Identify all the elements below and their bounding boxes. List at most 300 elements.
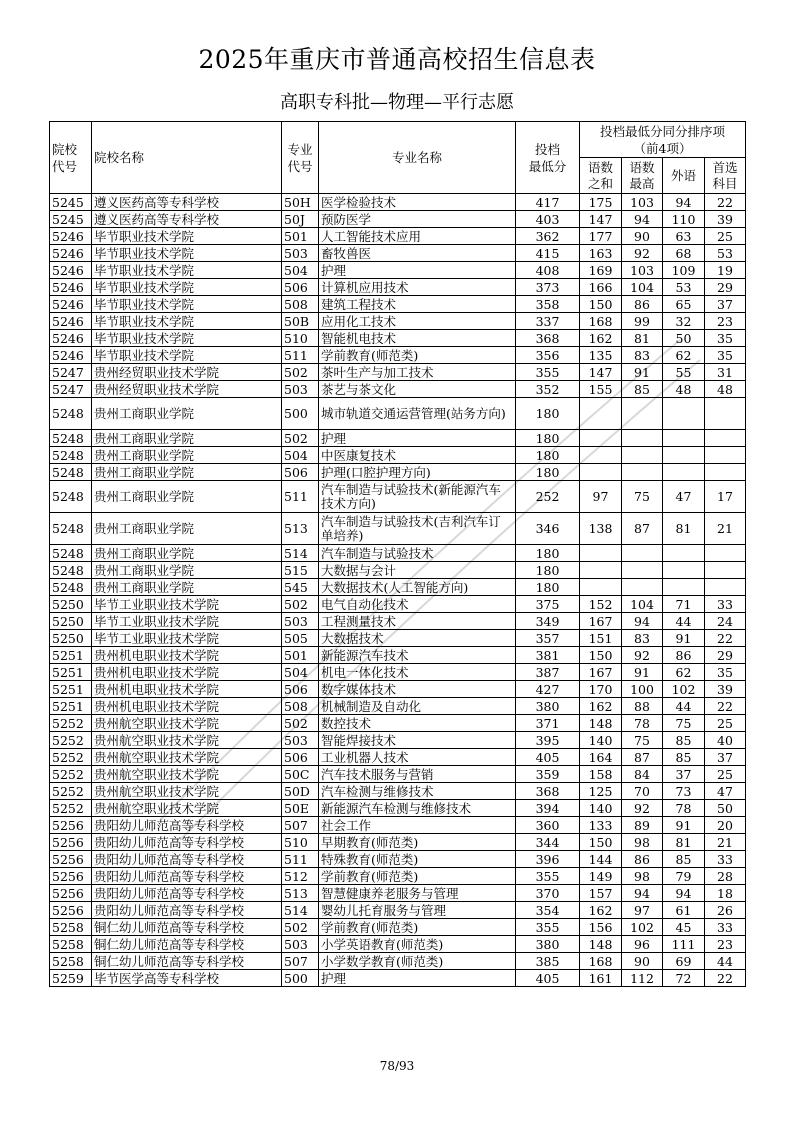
tb3-cell: [663, 447, 705, 464]
tb2-cell: 91: [622, 364, 663, 381]
tb1-cell: 155: [580, 381, 622, 398]
tb4-cell: 39: [705, 211, 746, 228]
tb1-cell: 169: [580, 262, 622, 279]
college-name-cell: 贵阳幼儿师范高等专科学校: [92, 868, 282, 885]
tb3-cell: 94: [663, 885, 705, 902]
tb2-cell: [622, 447, 663, 464]
major-code-cell: 50D: [282, 783, 319, 800]
major-code-cell: 503: [282, 245, 319, 262]
college-code-cell: 5250: [50, 630, 92, 647]
tb1-cell: 140: [580, 732, 622, 749]
major-code-cell: 506: [282, 464, 319, 481]
min-score-cell: 346: [516, 513, 580, 545]
tb4-cell: 21: [705, 513, 746, 545]
min-score-cell: 180: [516, 464, 580, 481]
table-row: [50, 481, 746, 513]
tb3-cell: 65: [663, 296, 705, 313]
tb4-cell: [705, 562, 746, 579]
major-code-cell: 506: [282, 279, 319, 296]
tb4-cell: 35: [705, 347, 746, 364]
tb3-cell: [663, 430, 705, 447]
tb3-cell: 91: [663, 817, 705, 834]
table-row: [50, 817, 746, 834]
major-code-cell: 501: [282, 647, 319, 664]
tb3-cell: 32: [663, 313, 705, 330]
major-code-cell: 504: [282, 262, 319, 279]
tb2-cell: 92: [622, 800, 663, 817]
major-code-cell: 503: [282, 936, 319, 953]
min-score-cell: 180: [516, 430, 580, 447]
tb4-cell: 47: [705, 783, 746, 800]
table-row: [50, 749, 746, 766]
college-name-cell: 毕节职业技术学院: [92, 347, 282, 364]
major-name-cell: 机械制造及自动化: [319, 698, 516, 715]
major-code-cell: 50H: [282, 194, 319, 211]
major-name-cell: 大数据技术: [319, 630, 516, 647]
tb3-cell: 86: [663, 647, 705, 664]
header-college-code: 院校 代号: [50, 122, 92, 194]
tb1-cell: [580, 464, 622, 481]
major-name-cell: 预防医学: [319, 211, 516, 228]
tb1-cell: 147: [580, 211, 622, 228]
major-name-cell: 茶艺与茶文化: [319, 381, 516, 398]
major-code-cell: 513: [282, 513, 319, 545]
table-row: [50, 313, 746, 330]
tb4-cell: 40: [705, 732, 746, 749]
min-score-cell: 387: [516, 664, 580, 681]
major-name-cell: 数控技术: [319, 715, 516, 732]
table-row: [50, 381, 746, 398]
tb4-cell: 33: [705, 919, 746, 936]
tb2-cell: 78: [622, 715, 663, 732]
major-code-cell: 500: [282, 970, 319, 987]
tb2-cell: 94: [622, 885, 663, 902]
college-name-cell: 铜仁幼儿师范高等专科学校: [92, 919, 282, 936]
major-name-cell: 特殊教育(师范类): [319, 851, 516, 868]
tb3-cell: 45: [663, 919, 705, 936]
tb2-cell: 98: [622, 834, 663, 851]
tb2-cell: 75: [622, 732, 663, 749]
major-name-cell: 大数据技术(人工智能方向): [319, 579, 516, 596]
college-code-cell: 5245: [50, 194, 92, 211]
major-name-cell: 茶叶生产与加工技术: [319, 364, 516, 381]
table-row: [50, 228, 746, 245]
tb1-cell: [580, 579, 622, 596]
tb1-cell: 150: [580, 834, 622, 851]
major-name-cell: 人工智能技术应用: [319, 228, 516, 245]
tb3-cell: 69: [663, 953, 705, 970]
tb1-cell: 152: [580, 596, 622, 613]
college-code-cell: 5256: [50, 851, 92, 868]
college-name-cell: 贵州工商职业学院: [92, 513, 282, 545]
tb2-cell: 85: [622, 381, 663, 398]
college-code-cell: 5245: [50, 211, 92, 228]
major-code-cell: 500: [282, 398, 319, 430]
college-code-cell: 5248: [50, 513, 92, 545]
major-name-cell: 计算机应用技术: [319, 279, 516, 296]
tb4-cell: 37: [705, 296, 746, 313]
table-row: [50, 613, 746, 630]
min-score-cell: 385: [516, 953, 580, 970]
tb4-cell: 22: [705, 630, 746, 647]
tb3-cell: 37: [663, 766, 705, 783]
major-code-cell: 50E: [282, 800, 319, 817]
tb1-cell: 148: [580, 936, 622, 953]
page-subtitle: 高职专科批—物理—平行志愿: [280, 92, 514, 113]
tb1-cell: [580, 447, 622, 464]
major-name-cell: 建筑工程技术: [319, 296, 516, 313]
table-row: [50, 953, 746, 970]
table-row: [50, 970, 746, 987]
page-number: 78/93: [379, 1059, 415, 1073]
college-code-cell: 5246: [50, 347, 92, 364]
tb3-cell: 62: [663, 347, 705, 364]
tb4-cell: 37: [705, 749, 746, 766]
college-code-cell: 5246: [50, 296, 92, 313]
tb3-cell: [663, 464, 705, 481]
tb1-cell: 161: [580, 970, 622, 987]
min-score-cell: 357: [516, 630, 580, 647]
tb4-cell: 50: [705, 800, 746, 817]
table-row: [50, 766, 746, 783]
tb4-cell: 44: [705, 953, 746, 970]
college-code-cell: 5250: [50, 596, 92, 613]
tb3-cell: 55: [663, 364, 705, 381]
major-code-cell: 504: [282, 664, 319, 681]
header-college-name: 院校名称: [92, 122, 282, 194]
tb2-cell: 92: [622, 245, 663, 262]
tb4-cell: [705, 398, 746, 430]
college-name-cell: 贵州工商职业学院: [92, 481, 282, 513]
major-code-cell: 506: [282, 749, 319, 766]
tb1-cell: 167: [580, 613, 622, 630]
tb1-cell: 177: [580, 228, 622, 245]
college-name-cell: 毕节职业技术学院: [92, 228, 282, 245]
college-name-cell: 贵州航空职业技术学院: [92, 783, 282, 800]
major-code-cell: 513: [282, 885, 319, 902]
tb4-cell: 29: [705, 279, 746, 296]
min-score-cell: 371: [516, 715, 580, 732]
college-name-cell: 贵州机电职业技术学院: [92, 698, 282, 715]
tb3-cell: 110: [663, 211, 705, 228]
major-code-cell: 50B: [282, 313, 319, 330]
college-name-cell: 贵州机电职业技术学院: [92, 647, 282, 664]
tb2-cell: 94: [622, 613, 663, 630]
major-code-cell: 510: [282, 330, 319, 347]
table-row: [50, 630, 746, 647]
tb1-cell: 150: [580, 647, 622, 664]
college-code-cell: 5250: [50, 613, 92, 630]
major-name-cell: 大数据与会计: [319, 562, 516, 579]
major-code-cell: 515: [282, 562, 319, 579]
admission-table: [49, 121, 746, 987]
major-code-cell: 501: [282, 228, 319, 245]
min-score-cell: 355: [516, 364, 580, 381]
tb2-cell: 87: [622, 749, 663, 766]
table-row: [50, 596, 746, 613]
college-name-cell: 毕节工业职业技术学院: [92, 596, 282, 613]
table-row: [50, 430, 746, 447]
major-name-cell: 电气自动化技术: [319, 596, 516, 613]
tb1-cell: 148: [580, 715, 622, 732]
tb1-cell: 138: [580, 513, 622, 545]
major-code-cell: 50J: [282, 211, 319, 228]
tb3-cell: [663, 398, 705, 430]
college-name-cell: 毕节职业技术学院: [92, 245, 282, 262]
college-name-cell: 贵州工商职业学院: [92, 562, 282, 579]
tb2-cell: 87: [622, 513, 663, 545]
table-row: [50, 194, 746, 211]
tb4-cell: 25: [705, 766, 746, 783]
tb3-cell: 91: [663, 630, 705, 647]
tb1-cell: [580, 398, 622, 430]
table-row: [50, 681, 746, 698]
min-score-cell: 380: [516, 698, 580, 715]
college-code-cell: 5256: [50, 817, 92, 834]
min-score-cell: 252: [516, 481, 580, 513]
major-code-cell: 508: [282, 698, 319, 715]
major-name-cell: 汽车检测与维修技术: [319, 783, 516, 800]
major-code-cell: 502: [282, 715, 319, 732]
major-name-cell: 新能源汽车技术: [319, 647, 516, 664]
tb1-cell: [580, 545, 622, 562]
tb2-cell: [622, 545, 663, 562]
college-code-cell: 5251: [50, 647, 92, 664]
college-code-cell: 5256: [50, 834, 92, 851]
tb2-cell: 99: [622, 313, 663, 330]
tb2-cell: [622, 398, 663, 430]
college-code-cell: 5248: [50, 464, 92, 481]
table-row: [50, 447, 746, 464]
table-row: [50, 647, 746, 664]
college-name-cell: 贵阳幼儿师范高等专科学校: [92, 834, 282, 851]
tb2-cell: 94: [622, 211, 663, 228]
min-score-cell: 375: [516, 596, 580, 613]
tb4-cell: 53: [705, 245, 746, 262]
college-code-cell: 5248: [50, 398, 92, 430]
major-name-cell: 汽车制造与试验技术: [319, 545, 516, 562]
min-score-cell: 396: [516, 851, 580, 868]
tb4-cell: 35: [705, 664, 746, 681]
college-name-cell: 贵州工商职业学院: [92, 464, 282, 481]
header-major-name: 专业名称: [319, 122, 516, 194]
major-code-cell: 507: [282, 817, 319, 834]
min-score-cell: 368: [516, 783, 580, 800]
tb2-cell: 104: [622, 596, 663, 613]
major-name-cell: 智能机电技术: [319, 330, 516, 347]
major-code-cell: 502: [282, 919, 319, 936]
min-score-cell: 380: [516, 936, 580, 953]
tb4-cell: [705, 464, 746, 481]
min-score-cell: 394: [516, 800, 580, 817]
table-body: [50, 194, 746, 987]
tb4-cell: 19: [705, 262, 746, 279]
tb3-cell: [663, 579, 705, 596]
college-name-cell: 贵州机电职业技术学院: [92, 681, 282, 698]
tb3-cell: 79: [663, 868, 705, 885]
college-code-cell: 5252: [50, 749, 92, 766]
min-score-cell: 180: [516, 398, 580, 430]
college-code-cell: 5246: [50, 330, 92, 347]
college-name-cell: 毕节工业职业技术学院: [92, 630, 282, 647]
min-score-cell: 355: [516, 868, 580, 885]
college-code-cell: 5247: [50, 364, 92, 381]
table-row: [50, 936, 746, 953]
major-name-cell: 智慧健康养老服务与管理: [319, 885, 516, 902]
min-score-cell: 354: [516, 902, 580, 919]
tb2-cell: 104: [622, 279, 663, 296]
tb2-cell: 92: [622, 647, 663, 664]
header-tiebreak-group: 投档最低分同分排序项 （前4项）: [580, 122, 746, 158]
tb1-cell: 162: [580, 902, 622, 919]
tb1-cell: 158: [580, 766, 622, 783]
major-code-cell: 511: [282, 347, 319, 364]
table-row: [50, 347, 746, 364]
tb2-cell: [622, 430, 663, 447]
college-code-cell: 5248: [50, 545, 92, 562]
major-name-cell: 护理(口腔护理方向): [319, 464, 516, 481]
min-score-cell: 381: [516, 647, 580, 664]
tb3-cell: 73: [663, 783, 705, 800]
tb1-cell: 156: [580, 919, 622, 936]
major-code-cell: 512: [282, 868, 319, 885]
tb3-cell: [663, 545, 705, 562]
tb3-cell: 48: [663, 381, 705, 398]
tb3-cell: 102: [663, 681, 705, 698]
table-row: [50, 562, 746, 579]
college-name-cell: 毕节医学高等专科学校: [92, 970, 282, 987]
tb4-cell: [705, 447, 746, 464]
min-score-cell: 180: [516, 545, 580, 562]
tb3-cell: 63: [663, 228, 705, 245]
table-row: [50, 364, 746, 381]
college-code-cell: 5248: [50, 447, 92, 464]
college-name-cell: 铜仁幼儿师范高等专科学校: [92, 953, 282, 970]
tb2-cell: 84: [622, 766, 663, 783]
college-code-cell: 5252: [50, 800, 92, 817]
college-name-cell: 贵州机电职业技术学院: [92, 664, 282, 681]
tb3-cell: 81: [663, 834, 705, 851]
tb4-cell: [705, 430, 746, 447]
tb2-cell: 112: [622, 970, 663, 987]
min-score-cell: 373: [516, 279, 580, 296]
college-code-cell: 5258: [50, 953, 92, 970]
table-row: [50, 296, 746, 313]
major-name-cell: 护理: [319, 970, 516, 987]
major-code-cell: 503: [282, 381, 319, 398]
table-row: [50, 513, 746, 545]
major-name-cell: 小学英语教育(师范类): [319, 936, 516, 953]
tb2-cell: 97: [622, 902, 663, 919]
min-score-cell: 395: [516, 732, 580, 749]
tb3-cell: 94: [663, 194, 705, 211]
major-name-cell: 早期教育(师范类): [319, 834, 516, 851]
college-code-cell: 5246: [50, 245, 92, 262]
major-name-cell: 智能焊接技术: [319, 732, 516, 749]
tb3-cell: 85: [663, 732, 705, 749]
major-name-cell: 中医康复技术: [319, 447, 516, 464]
tb2-cell: 98: [622, 868, 663, 885]
college-name-cell: 贵州航空职业技术学院: [92, 715, 282, 732]
table-row: [50, 398, 746, 430]
tb1-cell: 125: [580, 783, 622, 800]
major-name-cell: 畜牧兽医: [319, 245, 516, 262]
major-code-cell: 505: [282, 630, 319, 647]
major-name-cell: 护理: [319, 430, 516, 447]
min-score-cell: 352: [516, 381, 580, 398]
table-row: [50, 262, 746, 279]
major-name-cell: 小学数学教育(师范类): [319, 953, 516, 970]
tb1-cell: 175: [580, 194, 622, 211]
tb2-cell: 88: [622, 698, 663, 715]
tb1-cell: 164: [580, 749, 622, 766]
major-code-cell: 507: [282, 953, 319, 970]
major-code-cell: 508: [282, 296, 319, 313]
tb3-cell: 85: [663, 851, 705, 868]
college-name-cell: 贵阳幼儿师范高等专科学校: [92, 817, 282, 834]
table-row: [50, 330, 746, 347]
college-name-cell: 毕节职业技术学院: [92, 313, 282, 330]
tb1-cell: 140: [580, 800, 622, 817]
college-name-cell: 贵阳幼儿师范高等专科学校: [92, 851, 282, 868]
min-score-cell: 180: [516, 447, 580, 464]
table-row: [50, 715, 746, 732]
header-tb1: 语数 之和: [580, 158, 622, 194]
tb4-cell: 39: [705, 681, 746, 698]
tb1-cell: [580, 430, 622, 447]
header-tb3: 外语: [663, 158, 705, 194]
min-score-cell: 358: [516, 296, 580, 313]
college-name-cell: 贵阳幼儿师范高等专科学校: [92, 885, 282, 902]
tb1-cell: 147: [580, 364, 622, 381]
min-score-cell: 362: [516, 228, 580, 245]
tb2-cell: 81: [622, 330, 663, 347]
tb3-cell: 53: [663, 279, 705, 296]
tb1-cell: 150: [580, 296, 622, 313]
tb3-cell: 44: [663, 698, 705, 715]
tb4-cell: 24: [705, 613, 746, 630]
header-tb4: 首选 科目: [705, 158, 746, 194]
major-code-cell: 514: [282, 902, 319, 919]
college-name-cell: 贵州航空职业技术学院: [92, 800, 282, 817]
table-row: [50, 211, 746, 228]
tb4-cell: 17: [705, 481, 746, 513]
table-row: [50, 732, 746, 749]
major-code-cell: 502: [282, 430, 319, 447]
major-code-cell: 545: [282, 579, 319, 596]
min-score-cell: 370: [516, 885, 580, 902]
table-row: [50, 800, 746, 817]
major-code-cell: 506: [282, 681, 319, 698]
tb2-cell: 86: [622, 296, 663, 313]
major-name-cell: 学前教育(师范类): [319, 919, 516, 936]
tb2-cell: 70: [622, 783, 663, 800]
major-name-cell: 机电一体化技术: [319, 664, 516, 681]
tb3-cell: 75: [663, 715, 705, 732]
major-name-cell: 医学检验技术: [319, 194, 516, 211]
college-name-cell: 贵州工商职业学院: [92, 430, 282, 447]
major-code-cell: 514: [282, 545, 319, 562]
major-name-cell: 工业机器人技术: [319, 749, 516, 766]
tb4-cell: 25: [705, 228, 746, 245]
tb3-cell: 85: [663, 749, 705, 766]
min-score-cell: 405: [516, 970, 580, 987]
tb3-cell: [663, 562, 705, 579]
college-name-cell: 贵州工商职业学院: [92, 398, 282, 430]
min-score-cell: 344: [516, 834, 580, 851]
major-code-cell: 502: [282, 364, 319, 381]
major-name-cell: 工程测量技术: [319, 613, 516, 630]
